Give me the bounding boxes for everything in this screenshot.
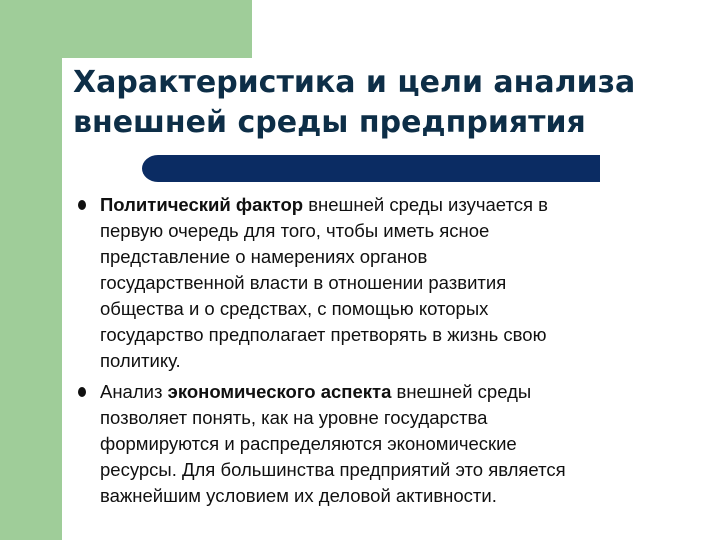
slide-title-line-2: внешней среды предприятия xyxy=(73,105,586,140)
bullet-text: внешней среды xyxy=(391,381,532,402)
bullet-item-political xyxy=(78,192,698,374)
bullet-list xyxy=(78,192,698,514)
bullet-line: важнейшим условием их деловой активности. xyxy=(100,485,497,506)
bullet-line xyxy=(100,379,698,405)
bullet-line: ресурсы. Для большинства предприятий это является xyxy=(100,459,566,480)
decorative-left-strip xyxy=(0,0,62,540)
bullet-line xyxy=(100,192,698,218)
bullet-prefix: Анализ xyxy=(100,381,168,402)
bullet-line: формируются и распределяются экономические xyxy=(100,433,517,454)
bullet-dot-icon xyxy=(78,200,86,210)
slide-title xyxy=(73,63,693,143)
bullet-line: общества и о средствах, с помощью которых xyxy=(100,298,489,319)
bullet-line: политику. xyxy=(100,350,181,371)
bullet-bold-term: Политический фактор xyxy=(100,194,304,215)
bullet-dot-icon xyxy=(78,387,86,397)
bullet-item-economic xyxy=(78,379,698,509)
title-underline-bar xyxy=(158,155,600,182)
bullet-text: внешней среды изучается в xyxy=(303,194,548,215)
bullet-line: позволяет понять, как на уровне государства xyxy=(100,407,488,428)
bullet-line: государственной власти в отношении развития xyxy=(100,272,507,293)
slide-title-line-1: Характеристика и цели анализа xyxy=(73,65,636,100)
bullet-line: государство предполагает претворять в жизнь свою xyxy=(100,324,547,345)
bullet-line: первую очередь для того, чтобы иметь ясное xyxy=(100,220,490,241)
bullet-line: представление о намерениях органов xyxy=(100,246,428,267)
bullet-bold-term: экономического аспекта xyxy=(167,381,392,402)
